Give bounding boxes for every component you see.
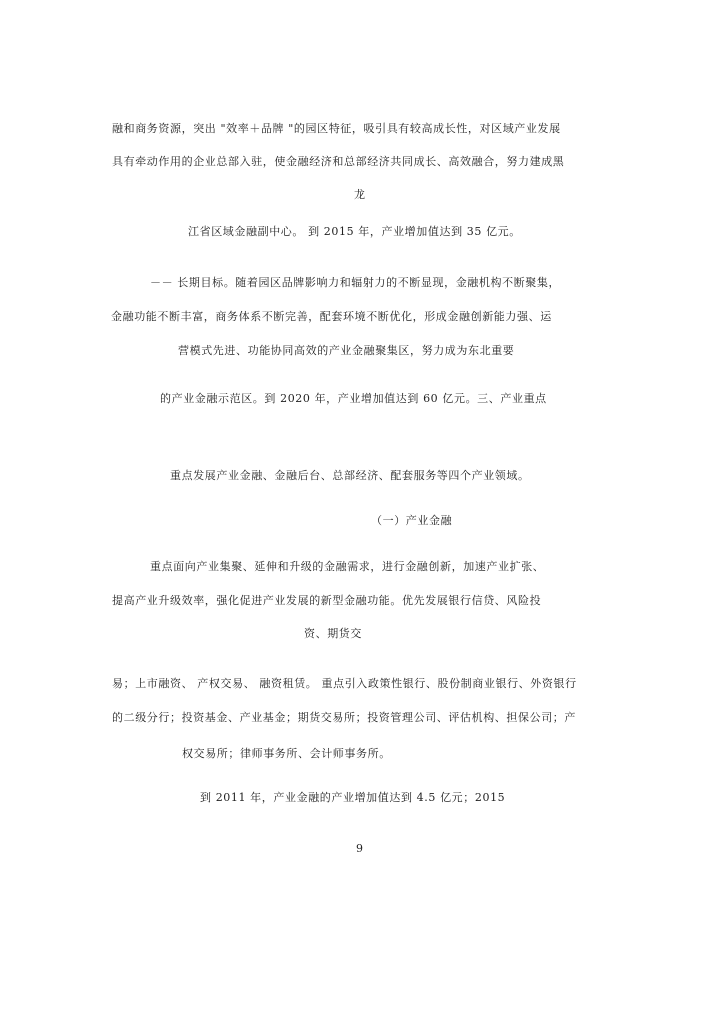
text-line: 资、期货交 xyxy=(304,627,362,640)
text-line: －－ 长期目标。随着园区品牌影响力和辐射力的不断显现，金融机构不断聚集， xyxy=(150,276,561,289)
text-line: 的产业金融示范区。到 2020 年，产业增加值达到 60 亿元。三、产业重点 xyxy=(160,392,547,405)
page-number: 9 xyxy=(356,842,363,855)
text-line: 营模式先进、功能协同高效的产业金融聚集区，努力成为东北重要 xyxy=(178,344,515,357)
text-line: 江省区域金融副中心。 到 2015 年，产业增加值达到 35 亿元。 xyxy=(188,225,521,238)
text-line: 金融功能不断丰富，商务体系不断完善，配套环境不断优化，形成金融创新能力强、运 xyxy=(111,310,552,323)
text-line: 融和商务资源，突出 "效率＋品牌 "的园区特征，吸引具有较高成长性，对区域产业发展 xyxy=(112,122,561,135)
text-line: 易；上市融资、 产权交易、 融资租赁。 重点引入政策性银行、股份制商业银行、外资银行 xyxy=(112,677,577,690)
text-line: 重点发展产业金融、金融后台、总部经济、配套服务等四个产业领域。 xyxy=(170,469,530,482)
text-line: 提高产业升级效率，强化促进产业发展的新型金融功能。优先发展银行信贷、风险投 xyxy=(112,594,542,607)
text-line: 具有牵动作用的企业总部入驻，使金融经济和总部经济共同成长、高效融合，努力建成黑 xyxy=(112,155,565,168)
section-heading: （一）产业金融 xyxy=(371,514,453,527)
text-line: 到 2011 年，产业金融的产业增加值达到 4.5 亿元；2015 xyxy=(200,791,506,804)
text-line: 重点面向产业集聚、延伸和升级的金融需求，进行金融创新，加速产业扩张、 xyxy=(150,560,545,573)
text-line: 龙 xyxy=(354,188,366,201)
text-line: 权交易所；律师事务所、会计师事务所。 xyxy=(182,747,391,760)
text-line: 的二级分行；投资基金、产业基金；期货交易所；投资管理公司、评估机构、担保公司；产 xyxy=(112,711,576,724)
